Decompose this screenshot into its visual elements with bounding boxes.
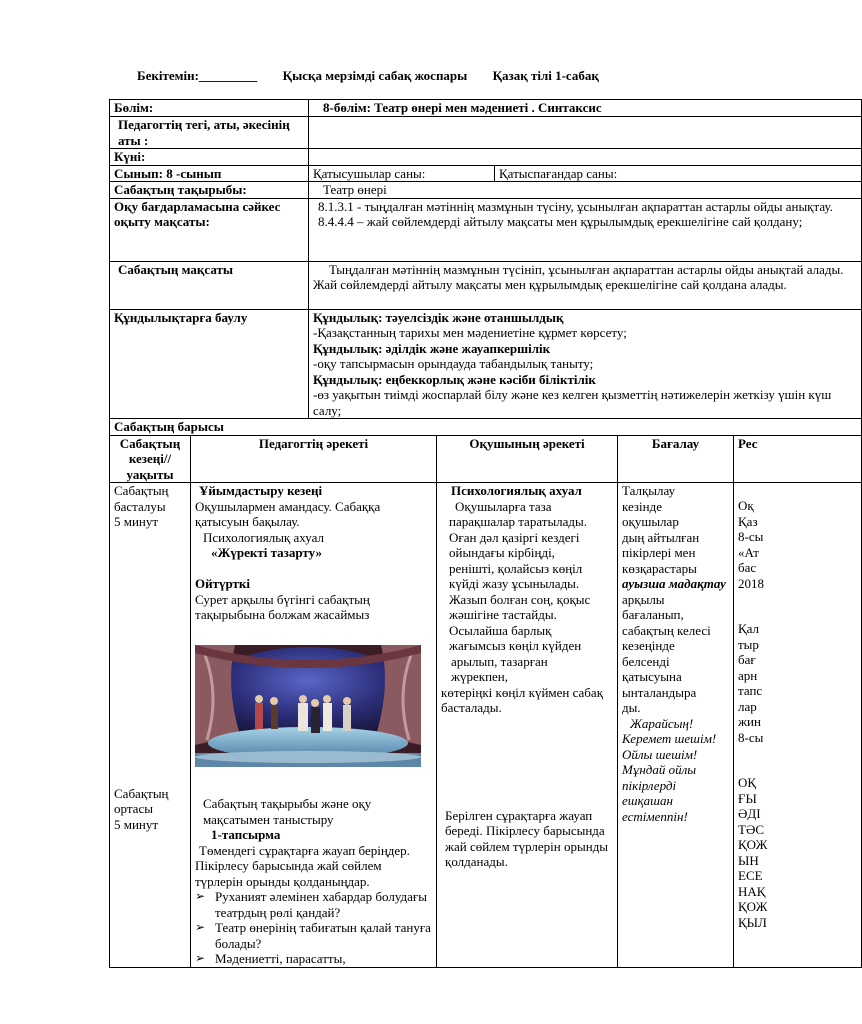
praise-line: Жарайсың! [630,715,694,731]
resources-cell [734,483,862,968]
col-student: Оқушының әрекеті [437,435,618,483]
section-value: 8-бөлім: Театр өнері мен мәдениеті . Синтаксис [309,100,862,117]
resource-line: тыр [738,636,759,652]
topic-value: Театр өнері [309,182,862,199]
resource-line: ҒЫ [738,790,757,806]
subject-title: Қазақ тілі 1-сабақ [492,68,599,83]
assess-line: дың айтылған [622,529,700,545]
date-value[interactable] [309,149,862,166]
task1-text: Төмендегі сұрақтарға жауап беріңдер. Пікірлесу барысында жай сөйлем түрлерін орынды қолданыңдар. [195,842,410,889]
assess-line: ды. [622,700,641,715]
assess-line: оқушылар [622,514,679,529]
resource-line: жин [738,714,761,729]
student-psy-line: жағымсыз көңіл күйден [449,638,582,653]
brainstorm-text: Сурет арқылы бүгінгі сабақтың тақырыбына болжам жасаймыз [195,591,370,622]
resource-line: Оқ [738,498,754,513]
intro-text: Сабақтың тақырыбы және оқу мақсатымен таныстыру [203,796,372,827]
praise-line: пікірлерді [622,777,677,793]
resource-line: ҚЫЛ [738,914,767,930]
question-list [195,889,432,967]
values-label: Құндылықтарға баулу [110,309,309,419]
resource-line: 8-сы [738,529,764,544]
resource-line: «Ат [738,544,759,560]
lesson-goal-label: Сабақтың мақсаты [110,261,309,309]
student-actions-cell [437,483,618,968]
resource-line: ҚОЖ [738,899,768,914]
lesson-plan-table-wrap [109,99,844,966]
page-heading [137,68,621,84]
col-resources: Рес [734,435,862,483]
values-value [309,309,862,419]
praise-line: Керемет шешім! [622,731,717,746]
student-psy-line: ойындағы кірбіңді, [449,545,555,560]
student-psy-title: Психологиялық ахуал [451,483,582,498]
psy-label: Психологиялық ахуал [203,529,324,545]
resource-line: Қаз [738,513,758,529]
student-psy-line: ренішті, қолайсыз көңіл [449,560,583,576]
lesson-plan-table [109,99,862,968]
assess-line: пікірлері мен [622,545,696,560]
stage-2-line: Сабақтың [114,785,169,801]
student-psy-line: жүрекпен, [451,669,509,684]
resource-line: ЕСЕ [738,868,763,883]
praise-line: естімеппін! [622,808,688,824]
student-task-text: Берілген сұрақтарға жауап береді. Пікірлесу барысында жай сөйлем түрлерін орынды қолданады. [445,807,609,869]
present-label: Қатысушылар саны: [309,165,495,182]
resource-line: Қал [738,621,760,636]
resource-line: ҚОЖ [738,837,768,852]
question-item: ➢ Мәдениетті, парасатты, [195,951,432,967]
stage-cell [110,483,191,968]
lesson-goal-value: Тыңдалған мәтіннің мазмұнын түсініп, ұсынылған ақпараттан астарлы ойды анықтай алады. Жай сөйлемдерді айтылу мақсаты мен құрылымдық ерекшелігіне сай қолдана алады. [309,261,862,309]
assess-line: Талқылау [622,483,676,498]
value-1-title: Құндылық: тәуелсіздік және отаншылдық [313,309,564,325]
resource-line: тапс [738,683,763,698]
teacher-actions-cell [191,483,437,968]
question-item: ➢ Руханият әлемінен хабардар болудағы театрдың рөлі қандай? [195,889,432,920]
task1-title: 1-тапсырма [211,827,281,842]
praise-line: ешқашан [622,793,673,808]
assess-line: кезінде [622,498,663,514]
stage-1-line: басталуы [114,498,166,514]
resource-line: ТӘС [738,821,764,837]
assess-line: ынталандыра [622,684,697,700]
student-psy-line: Оған дәл қазіргі кездегі [449,529,580,545]
objective-1: 8.1.3.1 - тыңдалған мәтіннің мазмұнын түсіну, ұсынылған ақпараттан астарлы ойды анықтау. [318,198,833,214]
assess-line: белсенді [622,653,670,669]
approve-field: Бекітемін:_________ [137,68,258,83]
resource-line: НАҚ [738,883,766,899]
resource-line: ОҚ [738,775,757,790]
assess-line: арқылы [622,591,665,607]
resource-line: бас [738,560,757,575]
org-text: Оқушылармен амандасу. Сабаққа қатысуын бақылау. [195,498,381,529]
objective-2: 8.4.4.4 – жай сөйлемдерді айтылу мақсаты мен құрылымдық ерекшелігіне сай қолдану; [318,214,803,229]
value-3-title: Құндылық: еңбеккорлық және кәсіби біліктілік [313,371,596,387]
resource-line: бағ [738,652,756,667]
theater-stage-photo [195,645,421,767]
value-2-title: Құндылық: әділдік және жауапкершілік [313,340,551,356]
praise-line: Мұндай ойлы [622,762,697,777]
student-psy-line: Оқушыларға таза [455,498,552,514]
topic-label: Сабақтың тақырыбы: [110,182,309,199]
col-teacher: Педагогтің әрекеті [191,435,437,483]
resource-line: ӘДІ [738,806,761,821]
resource-line: 2018 [738,575,764,591]
col-stage: Сабақтың кезеңі// уақыты [110,435,191,483]
student-psy-line: жәшігіне тастайды. [449,607,557,622]
student-psy-line: арылып, тазарған [451,653,548,669]
teacher-value[interactable] [309,117,862,149]
assess-method: ауызша мадақтау [622,576,726,591]
question-item: ➢ Театр өнерінің табиғатын қалай тануға болады? [195,920,432,951]
absent-label: Қатыспағандар саны: [495,165,862,182]
plan-type: Қысқа мерзімді сабақ жоспары [282,68,468,83]
resource-line: лар [738,698,757,714]
student-psy-line: Жазып болған соң, қоқыс [449,591,591,607]
student-psy-line: күйді жазу ұсынылады. [449,576,580,591]
value-3-text: -өз уақытын тиімді жоспарлай білу және кез келген қызметтің нәтижелерін жеткізу үшін күш салу; [313,387,832,418]
assessment-cell [618,483,734,968]
resource-line: ЫН [738,852,759,868]
assess-line: бағаланып, [622,607,684,622]
stage-1-line: Сабақтың [114,483,169,498]
objectives-label: Оқу бағдарламасына сәйкес оқыту мақсаты: [110,198,309,261]
resource-line: арн [738,667,758,683]
student-psy-end: көтеріңкі көңіл күймен сабақ басталады. [441,684,604,715]
stage-1-time: 5 минут [114,514,159,529]
praise-line: Ойлы шешім! [622,746,698,762]
col-assess: Бағалау [618,435,734,483]
student-psy-line: Осылайша барлық [449,622,552,638]
assess-line: қатысуына [622,669,682,684]
value-1-text: -Қазақстанның тарихы мен мәдениетіне құрмет көрсету; [313,325,627,340]
stage-2-line: ортасы [114,801,153,816]
course-title: Сабақтың барысы [110,419,862,436]
section-label: Бөлім: [110,100,309,117]
assess-line: көзқарастары [622,560,697,576]
date-label: Күні: [110,149,309,166]
objectives-value [309,198,862,261]
brainstorm-title: Ойтүрткі [195,576,251,591]
resource-line: 8-сы [738,729,764,745]
psy-name: «Жүректі тазарту» [211,545,322,560]
assess-line: сабақтың келесі [622,622,711,638]
class-label: Сынып: 8 -сынып [110,165,309,182]
org-title: Ұйымдастыру кезеңі [199,483,323,498]
assess-line: кезеңінде [622,638,675,653]
value-2-text: -оқу тапсырмасын орындауда табандылық таныту; [313,356,594,371]
teacher-label: Педагогтің тегі, аты, әкесінің аты : [110,117,309,149]
student-psy-line: парақшалар таратылады. [449,514,588,529]
stage-2-time: 5 минут [114,816,159,832]
